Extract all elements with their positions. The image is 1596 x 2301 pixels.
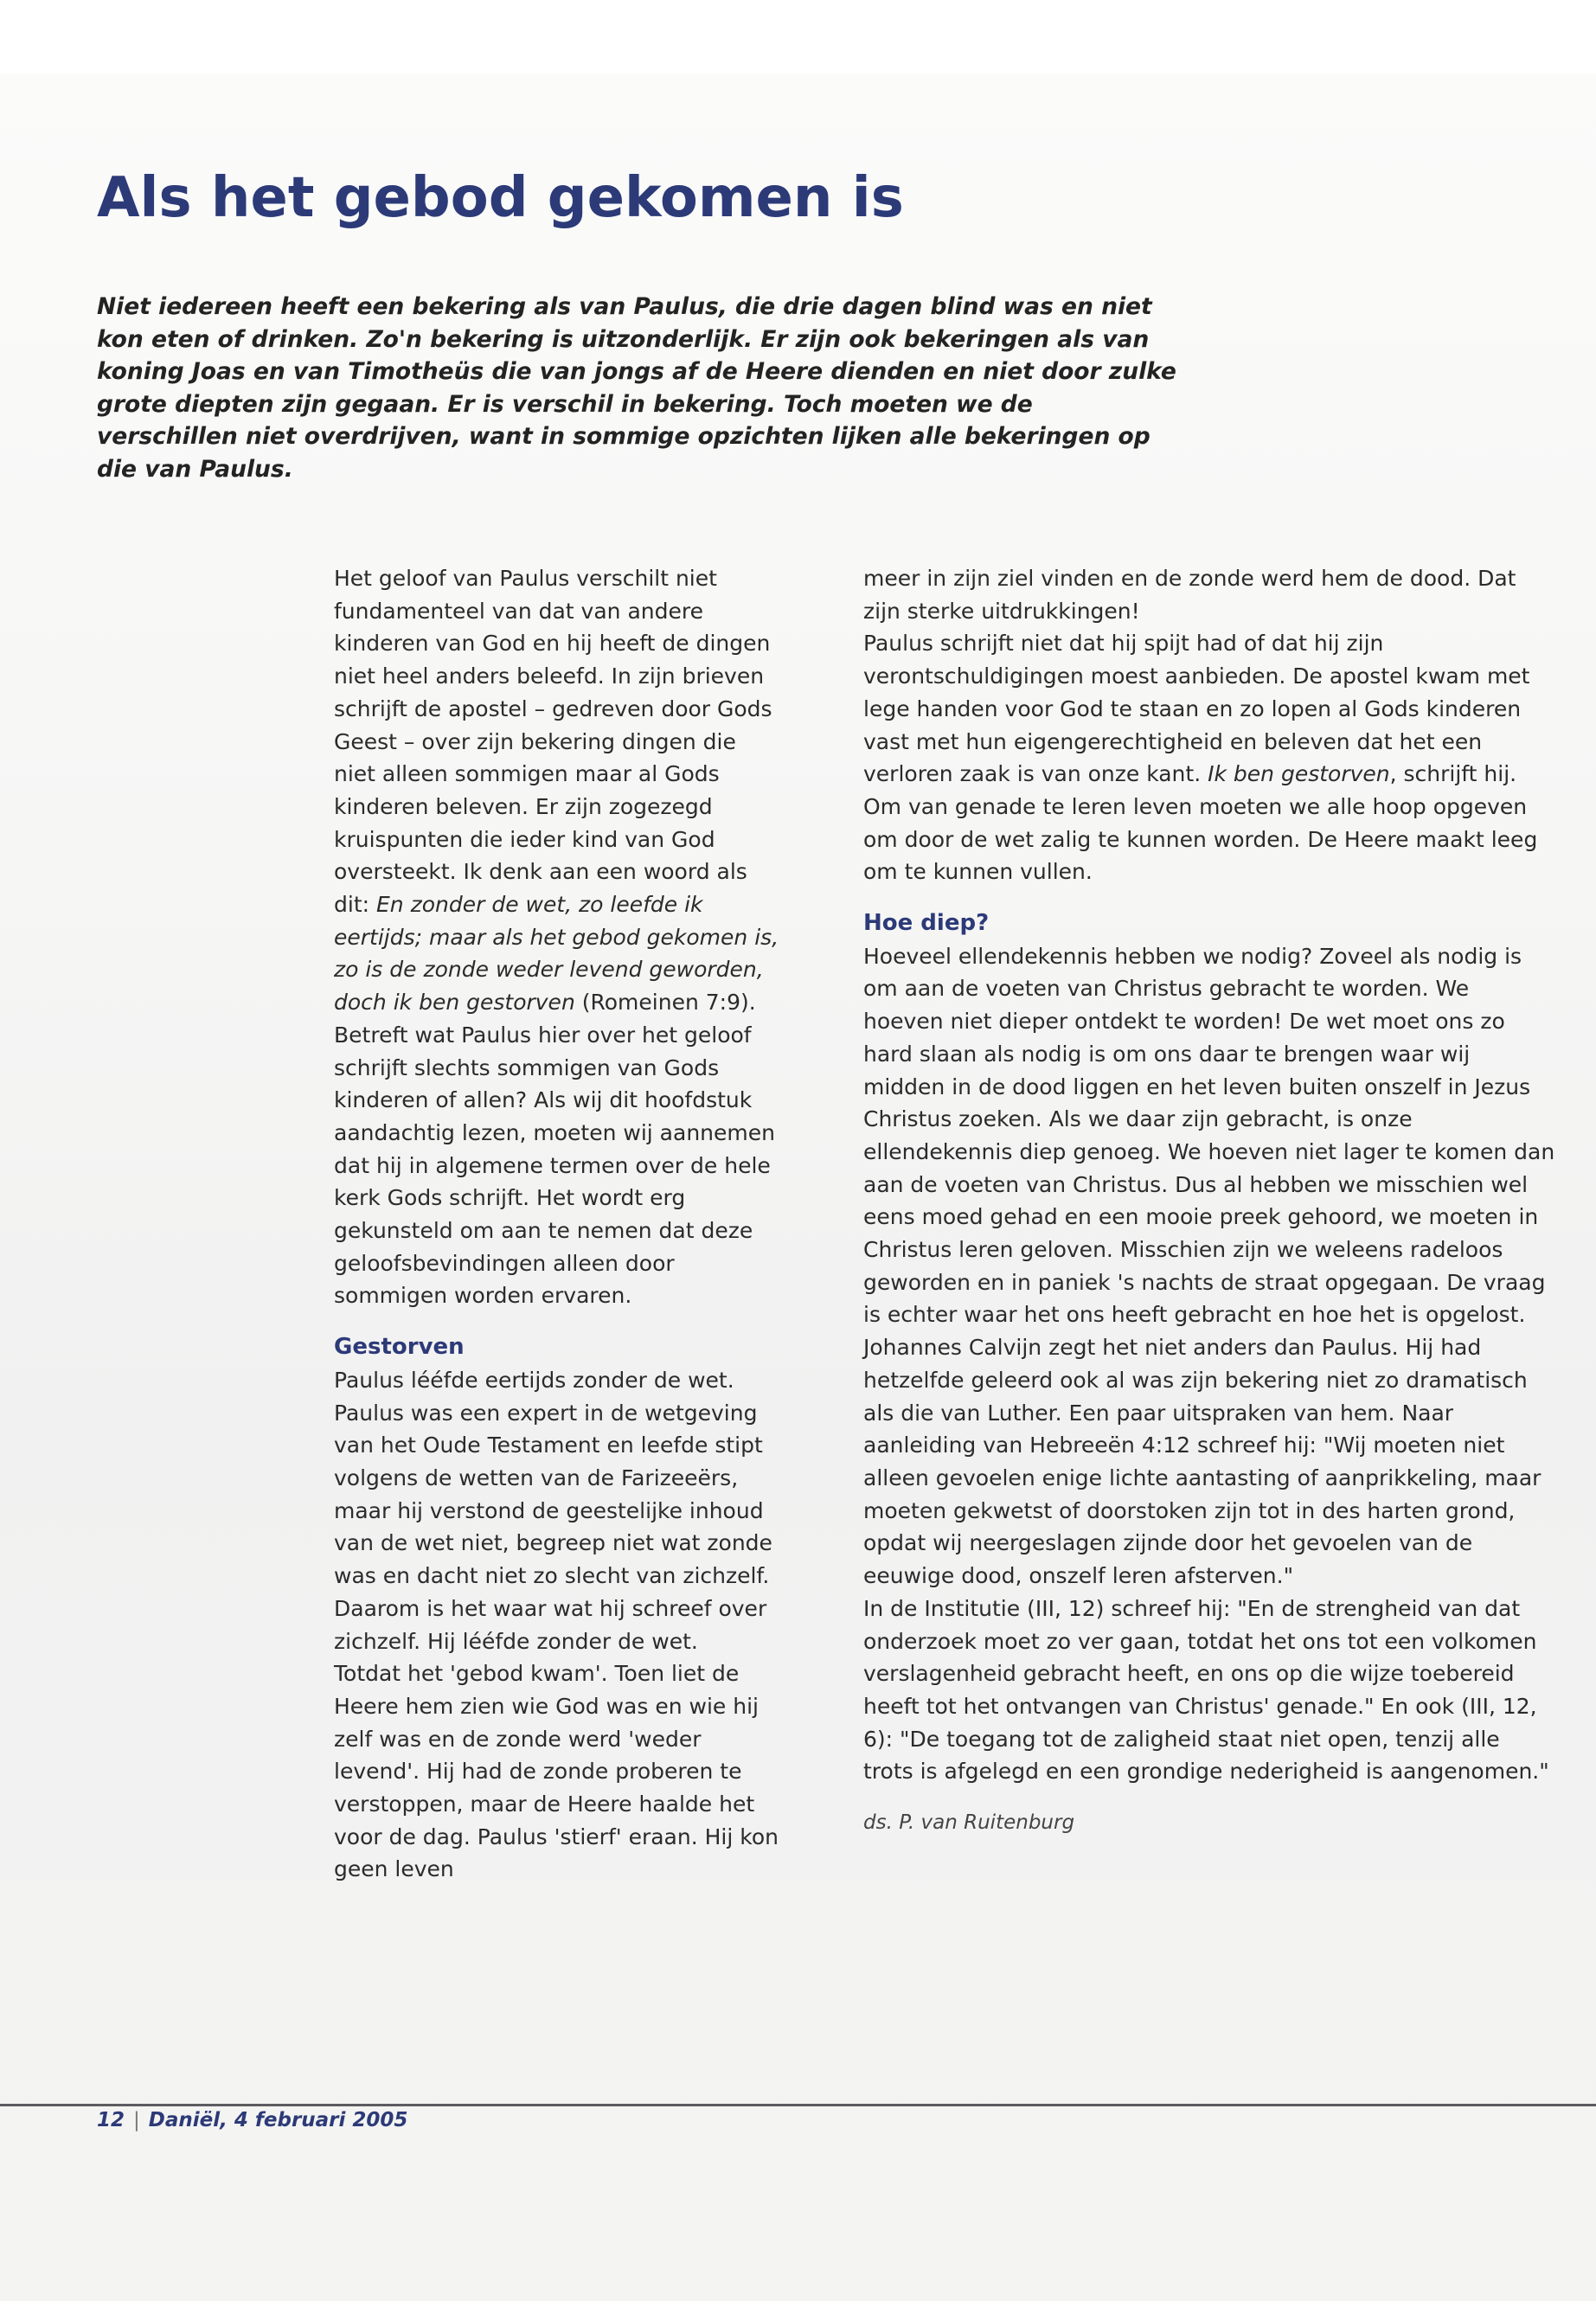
paragraph-text: Het geloof van Paulus verschilt niet fundamenteel van dat van andere kinderen van God en hij heeft de dingen niet heel anders beleefd. In zijn brieven schrijft de apostel – gedreven door Gods Geest – over zijn bekering dingen die niet alleen sommigen maar al Gods kinderen beleven. Er zijn zogezegd kruispunten die ieder kind van God oversteekt. Ik denk aan een woord als dit: xyxy=(334,566,772,918)
paragraph: Paulus lééfde eertijds zonder de wet. Paulus was een expert in de wetgeving van het Oude Testament en leefde stipt volgens de wetten van de Farizeeërs, maar hij verstond de geestelijke inhoud van de wet niet, begreep niet wat zonde was en dacht niet zo slecht van zichzelf. Daarom is het waar wat hij schreef over zichzelf. Hij lééfde zonder de wet. xyxy=(334,1367,772,1654)
column-left xyxy=(334,562,784,1886)
column-right xyxy=(863,562,1555,1840)
scan-top-margin xyxy=(0,0,1596,74)
paragraph: Betreft wat Paulus hier over het geloof schrijft slechts sommigen van Gods kinderen of allen? Als wij dit hoofdstuk aandachtig lezen, moeten wij aannemen dat hij in algemene termen over de hele kerk Gods schrijft. Het wordt erg gekunsteld om aan te nemen dat deze geloofsbevindingen alleen door sommigen worden ervaren. xyxy=(334,1022,775,1309)
paragraph: In de Institutie (III, 12) schreef hij: "En de strengheid van dat onderzoek moet zo ver gaan, totdat het ons tot een volkomen verslagenheid gebracht heeft, en ons op die wijze toebereid heeft tot het ontvangen van Christus' genade." En ook (III, 12, 6): "De toegang tot de zaligheid staat niet open, tenzij alle trots is afgelegd en een grondige nederigheid is aangenomen." xyxy=(863,1595,1549,1785)
paragraph: Hoeveel ellendekennis hebben we nodig? Zoveel als nodig is om aan de voeten van Christus gebracht te worden. We hoeven niet dieper ontdekt te worden! De wet moet ons zo hard slaan als nodig is om ons daar te brengen waar wij midden in de dood liggen en het leven buiten onszelf in Jezus Christus zoeken. Als we daar zijn gebracht, is onze ellendekennis diep genoeg. We hoeven niet lager te komen dan aan de voeten van Christus. Dus al hebben we misschien wel eens moed gehad en een mooie preek gehoord, we moeten in Christus leren geloven. Misschien zijn we weleens radeloos geworden en in paniek 's nachts de straat opgegaan. De vraag is echter waar het ons heeft gebracht en hoe het is opgelost. xyxy=(863,943,1555,1328)
publication-info: Daniël, 4 februari 2005 xyxy=(148,2109,408,2131)
author-signature: ds. P. van Ruitenburg xyxy=(863,1811,1075,1835)
paragraph-text: Paulus schrijft niet dat hij spijt had of dat hij zijn verontschuldigingen moest aanbieden. De apostel kwam met lege handen voor God te staan en zo lopen al Gods kinderen vast met hun eigengerechtigheid en beleven dat het een verloren zaak is van onze kant. xyxy=(863,631,1530,787)
article-intro: Niet iedereen heeft een bekering als van Paulus, die drie dagen blind was en niet kon eten of drinken. Zo'n bekering is uitzonderlijk. Er zijn ook bekeringen als van koning Joas en van Timotheüs die van jongs af de Heere dienden en niet door zulke grote diepten zijn gegaan. Er is verschil in bekering. Toch moeten we de verschillen niet overdrijven, want in sommige opzichten lijken alle bekeringen op die van Paulus. xyxy=(97,293,1176,483)
page-footer xyxy=(97,2109,407,2131)
footer-rule xyxy=(0,2104,1596,2106)
bible-quote: Ik ben gestorven xyxy=(1208,761,1390,787)
bible-quote: En zonder de wet, zo leefde ik eertijds; maar als het gebod gekomen is, zo is de zonde weder levend geworden, doch ik ben gestorven xyxy=(334,892,779,1016)
footer-separator: | xyxy=(133,2109,140,2131)
subheading-gestorven: Gestorven xyxy=(334,1334,465,1361)
article-title: Als het gebod gekomen is xyxy=(97,166,904,230)
paragraph xyxy=(334,562,784,1019)
paragraph-text: , schrijft hij. Om van genade te leren leven moeten we alle hoop opgeven om door de wet zalig te kunnen worden. De Heere maakt leeg om te kunnen vullen. xyxy=(863,761,1538,885)
bible-reference: (Romeinen 7:9). xyxy=(574,990,756,1016)
paragraph: meer in zijn ziel vinden en de zonde werd hem de dood. Dat zijn sterke uitdrukkingen! xyxy=(863,566,1516,624)
paragraph: Totdat het 'gebod kwam'. Toen liet de Heere hem zien wie God was en wie hij zelf was en de zonde werd 'weder levend'. Hij had de zonde proberen te verstoppen, maar de Heere haalde het voor de dag. Paulus 'stierf' eraan. Hij kon geen leven xyxy=(334,1661,779,1882)
page-number: 12 xyxy=(97,2109,125,2131)
paragraph: Johannes Calvijn zegt het niet anders dan Paulus. Hij had hetzelfde geleerd ook al was zijn bekering niet zo dramatisch als die van Luther. Een paar uitspraken van hem. Naar aanleiding van Hebreeën 4:12 schreef hij: "Wij moeten niet alleen gevoelen enige lichte aantasting of aanprikkeling, maar moeten gekwetst of doorstoken zijn tot in des harten grond, opdat wij neergeslagen zijnde door het gevoelen van de eeuwige dood, onszelf leren afsterven." xyxy=(863,1335,1542,1589)
subheading-hoe-diep: Hoe diep? xyxy=(863,910,990,937)
paragraph xyxy=(863,627,1555,888)
